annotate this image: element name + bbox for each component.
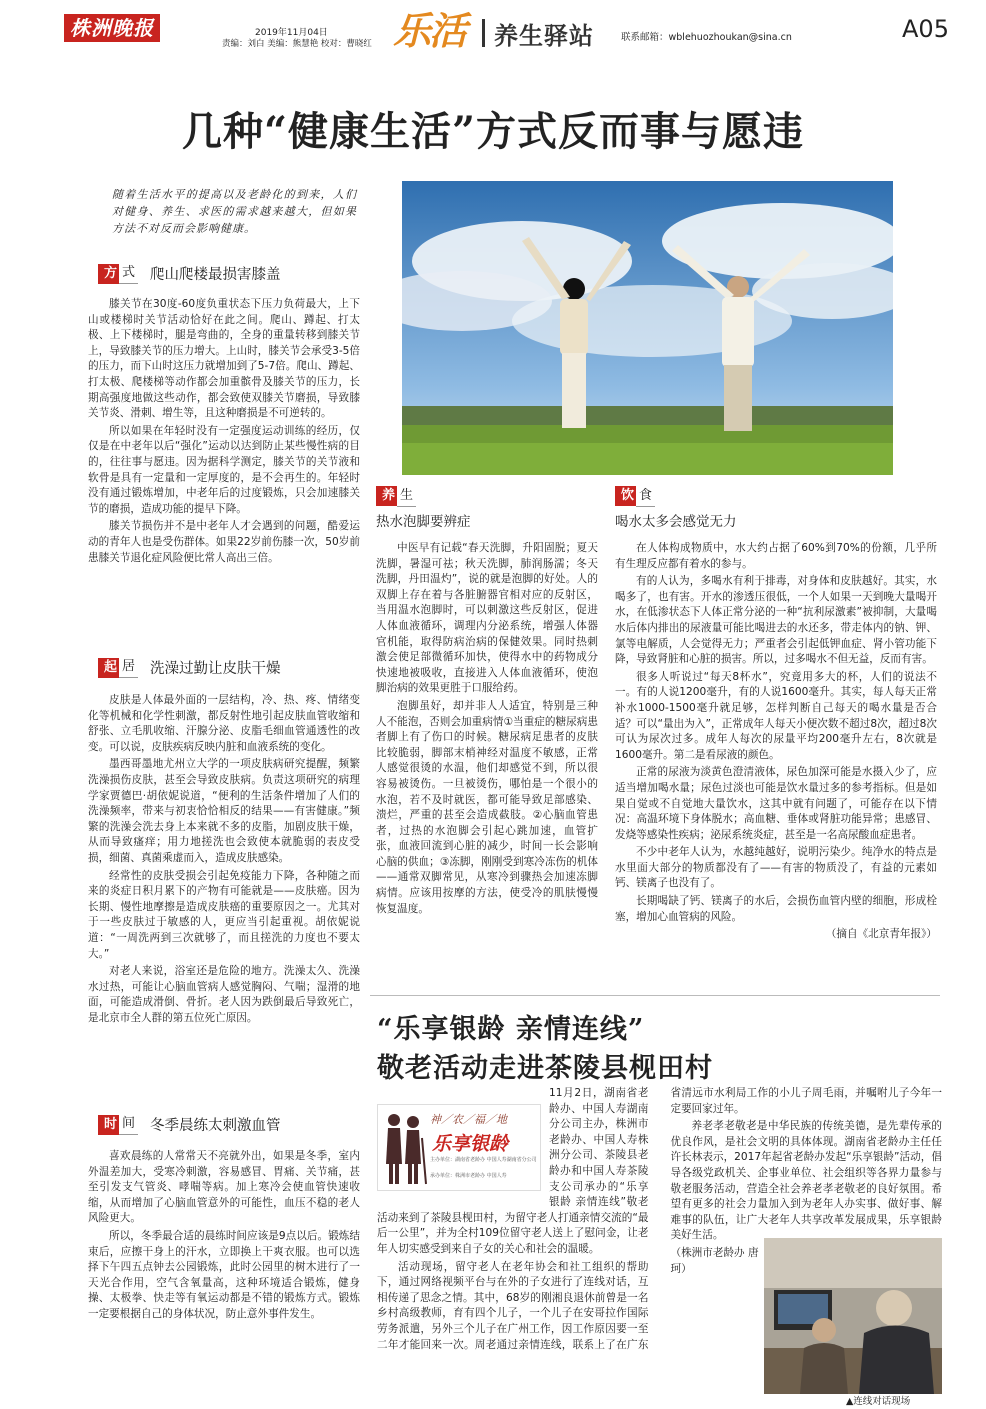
paragraph: 不少中老年人认为，水越纯越好，说明污染少。纯净水的特点是水里面大部分的物质都没有了——有害的物质没了，有益的元素如钙、镁离子也没有了。	[615, 846, 937, 890]
paragraph: 膝关节在30度-60度负重状态下压力负荷最大，上下山或楼梯时关节活动恰好在此之间。爬山、蹲起、打太极、上下楼梯时，腿是弯曲的，全身的重量转移到膝关节上，导致膝关节的压力增大。上山时，膝关节会承受3-5倍的压力，而下山时这压力就增加到了5-7倍。爬山、蹲起、打太极、爬楼梯等动作都会加重髌骨及膝关节的压力，长期高强度地做这些动作，都会致使双膝关节磨损，导致膝关节炎、滑刺、增生等，且这种磨损是不可逆转的。	[88, 298, 360, 420]
section-tag-black: 间	[119, 1114, 138, 1135]
story-separator	[370, 995, 940, 996]
section-tag-black: 生	[397, 486, 416, 507]
section-heading-1	[98, 263, 281, 284]
paragraph: 皮肤是人体最外面的一层结构，冷、热、疼、情绪变化等机械和化学性刺激，都反射性地引起皮肤血管收缩和舒张、立毛肌收缩、汗腺分泌、皮脂毛细血管通透性的改变。可以说，皮肤疾病反映内脏和血液系统的变化。	[88, 694, 360, 753]
paragraph: 很多人听说过“每天8杯水”，究竟用多大的杯，人们的说法不一。有的人说1200毫升，有的人说1600毫升。其实，每人每天正常补水1000-1500毫升就足够，怎样判断自己每天的喝水量是否合适？可以“量出为入”，正常成年人每天小便次数不超过8次，超过8次可认为尿次过多。成年人每次的尿量平均200毫升左右，8次就是1600毫升。第二是看尿液的颜色。	[615, 670, 937, 761]
story-headline-2: 敬老活动走进茶陵县枧田村	[377, 1053, 713, 1084]
paragraph: 膝关节损伤并不是中老年人才会遇到的问题，酷爱运动的青年人也是受伤群体。如果22岁前伤膝一次，50岁前患膝关节退化症风险便比常人高出三倍。	[88, 520, 360, 564]
paragraph: 对老人来说，浴室还是危险的地方。洗澡太久、洗澡水过热，可能让心脑血管病人感觉胸闷、气喘；湿滑的地面，可能造成滑倒、骨折。老人因为跌倒最后导致死亡，是北京市全人群的第五位死亡原因。	[88, 965, 360, 1024]
section-title: 热水泡脚要辨症	[376, 514, 471, 530]
column-divider	[482, 19, 485, 47]
section-tag-black: 食	[636, 486, 655, 507]
poster-organizer-1: 主办单位：湖南省老龄办 中国人寿湖南省分公司	[430, 1157, 537, 1163]
page-number: A05	[902, 15, 949, 43]
photo-caption: ▲连线对话现场	[846, 1396, 911, 1407]
section-title: 喝水太多会感觉无力	[615, 514, 737, 530]
section-body-5	[615, 541, 937, 943]
paragraph: 经常性的皮肤受损会引起免疫能力下降，各种随之而来的炎症日积月累下的产物有可能就是——皮肤癌。因为长期、慢性地摩擦是造成皮肤癌的重要原因之一。尤其对于一些皮肤过于敏感的人，更应当引起重视。胡依妮说道：“一周洗两到三次就够了，而且搓洗的力度也不要太大。”	[88, 869, 360, 960]
poster-organizer-2: 承办单位：株洲市老龄办 中国人寿	[430, 1173, 507, 1179]
paragraph: 所以如果在年轻时没有一定强度运动训练的经历，仅仅是在中老年以后“强化”运动以达到防止某些慢性病的目的，往往事与愿违。因为据科学测定，膝关节的关节液和软骨是具有一定量和一定厚度的，是不会再生的。年轻时没有通过锻炼增加，中老年后的过度锻炼，只会加速膝关节的磨损，造成功能的提早下降。	[88, 424, 360, 515]
section-tag-black: 居	[119, 657, 138, 678]
section-tag-red: 方	[98, 264, 119, 284]
section-body-3	[88, 1149, 360, 1325]
story-headline-1: “乐享银龄 亲情连线”	[377, 1014, 645, 1045]
poster-title: 乐享银龄	[432, 1133, 509, 1155]
contact-email: 联系邮箱：wblehuozhoukan@sina.cn	[621, 32, 792, 43]
paragraph: 11月2日，湖南省老龄办、中国人寿湖南分公司主办，株洲市老龄办、中国人寿株洲分公司、茶陵县老龄办和中国人寿茶陵支公司承办的“乐享银龄 亲情连线”敬老活动来到了茶陵县枧田村，为留守老人打通亲情交流的“最后一公里”，并为全村109位留守老人送上了慰问金，让老年人切实感受到来自子女的关心和社会的温暖。	[377, 1087, 649, 1255]
newspaper-logo-text: 株洲晚报	[70, 16, 154, 40]
section-title: 爬山爬楼最损害膝盖	[150, 267, 281, 283]
story-byline: （株洲市老龄办 唐珂）	[670, 1246, 759, 1275]
section-title: 冬季晨练太刺激血管	[150, 1118, 281, 1134]
masthead	[0, 0, 986, 62]
section-tag-black: 式	[119, 263, 138, 284]
section-tag-red: 饮	[615, 486, 636, 506]
section-heading-2	[98, 657, 281, 678]
paragraph: 养老孝老敬老是中华民族的传统美德，是先辈传承的优良作风，是社会文明的具体体现。湖南省老龄办主任任许长林表示，2017年起省老龄办发起“乐享银龄”活动，倡导各级党政机关、企事业单位、社会组织等各界力量参与敬老服务活动，营造全社会养老孝老敬老的良好氛围。希望有更多的社会力量加入到为老年人办实事、做好事、解难事的队伍，让广大老年人共享改革发展成果，乐享银龄美好生活。	[670, 1120, 942, 1242]
paragraph: 墨西哥墨地尤州立大学的一项皮肤病研究提醒，频繁洗澡损伤皮肤，甚至会导致皮肤病。负责这项研究的病理学家贾德巴·胡依妮说道，“便利的生活条件增加了人们的洗澡频率，带来与初衷恰恰相反的结果——有害健康。”频繁的洗澡会洗去身上本来就不多的皮脂，加剧皮肤干燥，从而导致瘙痒；用力地搓洗也会致使本就脆弱的表皮受损，细菌、真菌乘虚而入，造成皮肤感染。	[88, 758, 360, 864]
section-tag-red: 起	[98, 658, 119, 678]
paragraph: 中医早有记载“春天洗脚，升阳固脱；夏天洗脚，暑湿可祛；秋天洗脚，肺润肠濡；冬天洗脚，丹田温灼”，说的就是泡脚的好处。人的双脚上存在着与各脏腑器官相对应的反射区，当用温水泡脚时，可以刺激这些反射区，促进人体血液循环，调理内分泌系统，增强人体器官机能，取得防病治病的保健效果。同时热刺激会使足部微循环加快，使得水中的药物成分快速地被吸收，直接进入人体血液循环，使泡脚治病的效果更胜于口服给药。	[376, 542, 598, 695]
hero-photo	[402, 181, 893, 475]
article-source: （摘自《北京青年报》）	[825, 928, 937, 941]
event-photo	[764, 1238, 942, 1394]
section-heading-3	[98, 1114, 281, 1135]
exercising-couple-photo	[402, 181, 893, 475]
paragraph: 喜欢晨练的人常常天不亮就外出，如果是冬季，室内外温差加大，受寒冷刺激，容易感冒、胃痛、关节痛，甚至引发支气管炎、哮喘等病。加上寒冷会使血管快速收缩，从而增加了心脑血管意外的可能性，血压不稳的老人风险更大。	[88, 1150, 360, 1225]
editor-credits: 责编：刘白 美编：熊慧艳 校对：曹晓红	[222, 39, 372, 49]
column-name: 养生驿站	[494, 22, 594, 50]
paragraph: 泡脚虽好，却并非人人适宜，特别是三种人不能泡，否则会加重病情①当重症的糖尿病患者脚上有了伤口的时候。糖尿病足患者的皮肤比较脆弱，脚部末梢神经对温度不敏感，正常人感觉很烫的水温，他们却感觉不到，所以很容易被烫伤。一旦被烫伤，哪怕是一个很小的水泡，若不及时就医，都可能导致足部感染、溃烂，严重的甚至会造成截肢。②心脑血管患者，过热的水泡脚会引起心跳加速，血管扩张，血液回流到心脏的减少，时间一长会影响心脑的供血；③冻脚，刚刚受到寒冷冻伤的机体——通常双脚常见，从寒冷到骤热会加速冻脚病情。应该用按摩的方法，使受冷的肌肤慢慢恢复温度。	[376, 699, 598, 915]
section-heading-5	[615, 484, 737, 530]
section-body-4	[376, 541, 598, 919]
poster-top-text: 神／农／福／地	[430, 1113, 507, 1126]
paragraph: 所以，冬季最合适的晨练时间应该是9点以后。锻炼结束后，应擦干身上的汗水，立即换上干爽衣服。也可以选择下午四五点钟去公园锻炼，此时公园里的树木进行了一天光合作用，空气含氧量高，这种环境适合锻炼，健身操、太极拳、快走等有氧运动都是不错的锻炼方式。锻炼一定要根据自己的身体状况，防止意外事件发生。	[88, 1229, 360, 1320]
section-tag-red: 养	[376, 486, 397, 506]
paragraph: 正常的尿液为淡黄色澄清液体，尿色加深可能是水摄入少了，应适当增加喝水量；尿色过淡也可能是饮水量过多的参考指标。但是如果自觉或不自觉地大量饮水，这其中就有问题了，可能存在以下情况：高温环境下身体脱水；高血糖、垂体或肾脏功能异常；患感冒、发烧等感染性疾病；泌尿系统炎症，甚至是一名高尿酸血症患者。	[615, 766, 937, 841]
section-tag-red: 时	[98, 1115, 119, 1135]
page-headline: 几种“健康生活”方式反而事与愿违	[181, 108, 804, 155]
paragraph: 在人体构成物质中，水大约占据了60%到70%的份额，几乎所有生理反应都有着水的参与。	[615, 542, 937, 570]
column-logo: 乐活	[393, 8, 466, 53]
article-lead: 随着生活水平的提高以及老龄化的到来，人们对健身、养生、求医的需求越来越大，但如果方法不对反而会影响健康。	[112, 188, 357, 235]
section-body-1	[88, 297, 360, 568]
section-heading-4	[376, 484, 471, 530]
issue-date: 2019年11月04日	[255, 28, 328, 38]
section-body-2	[88, 693, 360, 1028]
paragraph: 活动现场，留守老人在老年协会和社工组织的帮助下，通过网络视频平台与在外的子女进行了连线对话，互相传递了思念之情。其中，68岁的刚湘良退休前曾是一名乡村高级教师，育有四个儿子，一个儿子在安哥拉作国际劳务派遣，另外三个儿子在广州工作，因工作原因要一至二年才能回来一次。周老通过亲情连线，联系上了在广东省清远市水利局工作的小儿子周毛雨，并嘱咐儿子今年一定要回家过年。	[377, 1087, 942, 1351]
paragraph: 有的人认为，多喝水有利于排毒，对身体和皮肤越好。其实，水喝多了，也有害。开水的渗透压很低，一个人如果一天到晚大量喝开水，在低渗状态下人体正常分泌的一种“抗利尿激素”被抑制，大量喝水后体内排出的尿液量可能比喝进去的水还多，带走体内的钠、钾、氯等电解质，人会觉得无力；严重者会引起低钾血症、肾小管功能下降，导致肾脏和心脏的损害。所以，过多喝水不但无益，反而有害。	[615, 575, 937, 666]
section-title: 洗澡过勤让皮肤干燥	[150, 661, 281, 677]
paragraph: 长期喝缺了钙、镁离子的水后，会损伤血管内壁的细胞，形成栓塞，增加心血管病的风险。	[615, 895, 937, 923]
video-call-scene-photo	[764, 1238, 942, 1394]
